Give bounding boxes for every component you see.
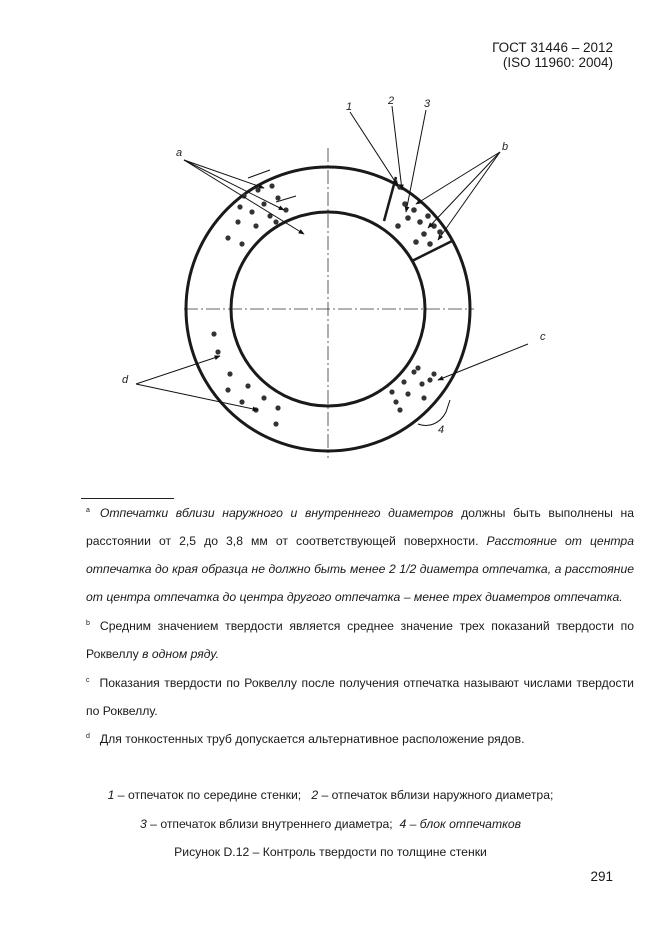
legend-item-3-text: – отпечаток вблизи внутреннего диаметра; <box>146 817 393 831</box>
test-block-outline <box>384 177 452 261</box>
indentations-lower-right <box>389 365 436 412</box>
legend-item-1-num: 1 <box>107 788 115 802</box>
legend-item-4-num: 4 <box>399 817 407 831</box>
leader-lines <box>136 106 528 426</box>
label-a: a <box>176 147 183 159</box>
label-4: 4 <box>438 424 445 436</box>
footnote-c <box>62 669 634 725</box>
legend-item-1-text: – отпечаток по середине стенки; <box>114 788 302 802</box>
label-2: 2 <box>388 95 395 107</box>
legend-item-4-text: – блок отпечатков <box>406 817 522 831</box>
page-number: 291 <box>590 869 613 884</box>
footnote-a-marker: a <box>86 507 90 514</box>
legend-item-3-num: 3 <box>139 817 147 831</box>
legend-line-2 <box>0 817 661 831</box>
footnote-c-marker: c <box>86 677 90 684</box>
footnote-c-text: Показания твердости по Роквеллу после получения отпечатка называют числами твердости по Роквеллу. <box>86 676 634 718</box>
label-1: 1 <box>346 101 353 113</box>
footnote-a-italic: Отпечатки вблизи наружного и внутреннего диаметров <box>99 506 454 520</box>
label-b: b <box>502 141 509 153</box>
footnote-d-marker: d <box>86 733 90 740</box>
footnote-d-text: Для тонкостенных труб допускается альтернативное расположение рядов. <box>99 732 525 746</box>
label-3: 3 <box>424 98 431 110</box>
legend-item-2-text: – отпечаток вблизи наружного диаметра; <box>318 788 554 802</box>
footnote-d <box>62 725 634 753</box>
footnote-a <box>62 499 634 611</box>
legend-item-2-num: 2 <box>311 788 319 802</box>
footnote-a-regular: должны быть выполнены на расстоянии от 2,5 до 3,8 мм от соответствующей поверхности. <box>86 506 634 548</box>
footnote-a-italic-2: Расстояние от центра отпечатка до края образца не должно быть менее 2 1/2 диаметра отпечатка, а расстояние от центра отпечатка до центра другого отпечатка – менее трех диаметров отпечатка. <box>86 534 634 604</box>
iso-reference: (ISO 11960: 2004) <box>502 55 613 70</box>
standard-number: ГОСТ 31446 – 2012 <box>492 40 613 55</box>
footnote-b-marker: b <box>86 620 90 627</box>
legend-line-1 <box>0 788 661 802</box>
indentations-upper-left <box>225 183 288 246</box>
figure-caption: Рисунок D.12 – Контроль твердости по толщине стенки <box>174 845 487 859</box>
indentations-lower-left <box>211 331 280 426</box>
footnote-b-text: Средним значением твердости является среднее значение трех показаний твердости по Роквеллу <box>86 619 634 661</box>
label-c: c <box>540 331 546 343</box>
footnote-b <box>62 612 634 668</box>
footnote-b-italic: в одном ряду. <box>138 647 220 661</box>
label-d: d <box>122 374 129 386</box>
